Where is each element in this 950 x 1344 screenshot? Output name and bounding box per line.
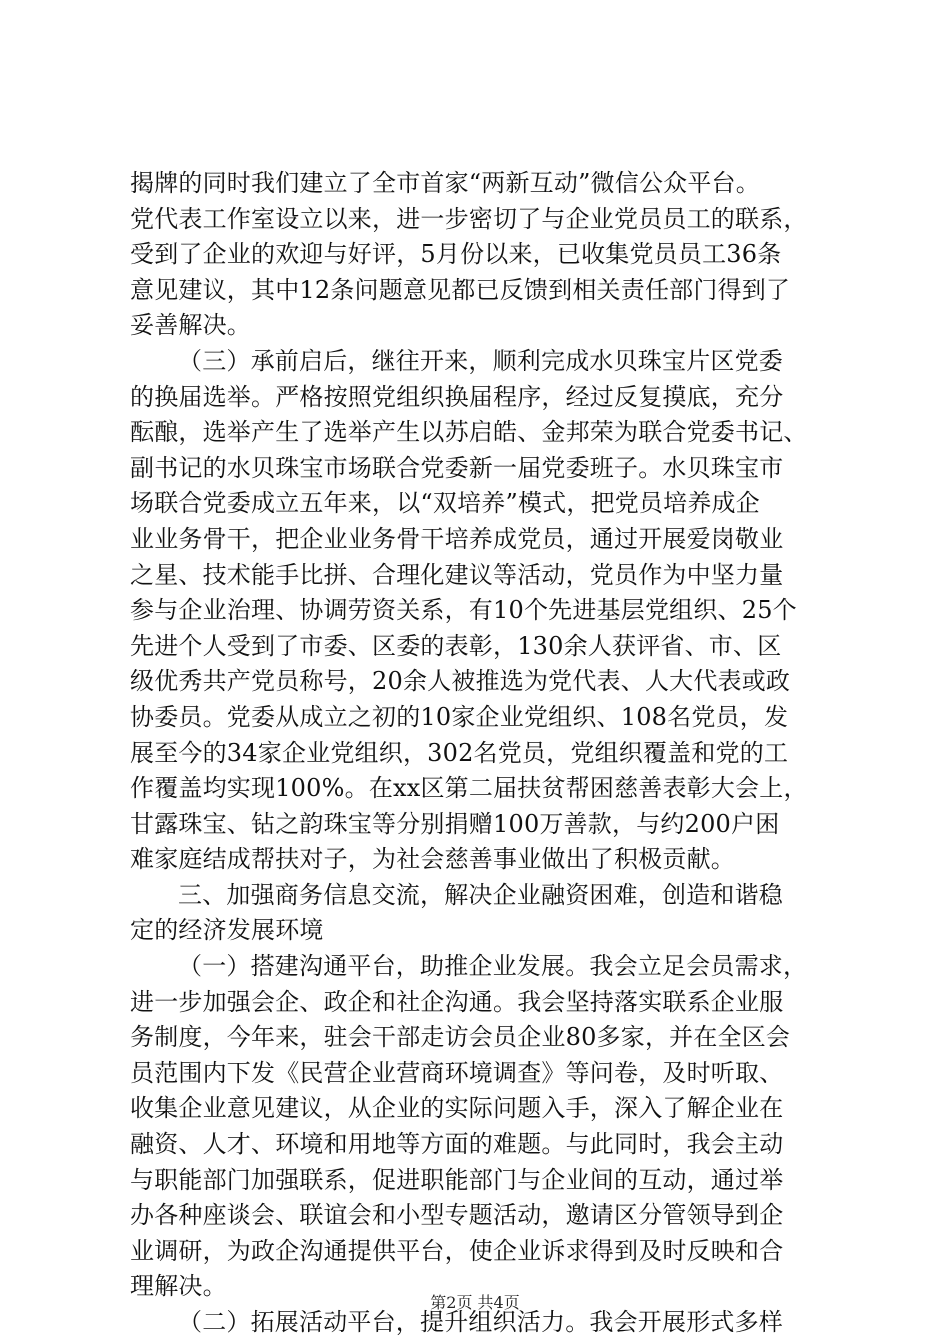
text-line: 办各种座谈会、联谊会和小型专题活动，邀请区分管领导到企 bbox=[130, 1201, 784, 1230]
text-line: 之星、技术能手比拼、合理化建议等活动，党员作为中坚力量 bbox=[130, 560, 784, 589]
page-number-footer: 第2页 共4页 bbox=[430, 1293, 520, 1312]
text-line: 级优秀共产党员称号，20余人被推选为党代表、人大代表或政 bbox=[130, 667, 791, 696]
text-line: 的换届选举。严格按照党组织换届程序，经过反复摸底，充分 bbox=[130, 382, 784, 411]
text-line: 进一步加强会企、政企和社企沟通。我会坚持落实联系企业服 bbox=[130, 987, 784, 1016]
text-line: 揭牌的同时我们建立了全市首家“两新互动”微信公众平台。 bbox=[130, 169, 760, 197]
text-line: 受到了企业的欢迎与好评，5月份以来，已收集党员员工36条 bbox=[130, 240, 782, 269]
text-line: 融资、人才、环境和用地等方面的难题。与此同时，我会主动 bbox=[130, 1130, 784, 1159]
text-line: 收集企业意见建议，从企业的实际问题入手，深入了解企业在 bbox=[130, 1094, 784, 1123]
paragraph-start-line: （三）承前启后，继往开来，顺利完成水贝珠宝片区党委 bbox=[178, 346, 783, 375]
text-line: 酝酿，选举产生了选举产生以苏启皓、金邦荣为联合党委书记、 bbox=[130, 418, 808, 447]
text-line: 党代表工作室设立以来，进一步密切了与企业党员员工的联系， bbox=[130, 204, 808, 233]
document-body bbox=[130, 166, 840, 1341]
text-line: 意见建议，其中12条问题意见都已反馈到相关责任部门得到了 bbox=[130, 275, 791, 304]
text-line: 协委员。党委从成立之初的10家企业党组织、108名党员，发 bbox=[130, 702, 789, 731]
text-line: 场联合党委成立五年来，以“双培养”模式，把党员培养成企 bbox=[130, 489, 760, 518]
text-line: 员范围内下发《民营企业营商环境调查》等问卷，及时听取、 bbox=[130, 1058, 784, 1087]
section-heading-line: 定的经济发展环境 bbox=[130, 916, 324, 945]
text-line: 理解决。 bbox=[130, 1272, 227, 1301]
text-line: 参与企业治理、协调劳资关系，有10个先进基层党组织、25个 bbox=[130, 596, 797, 625]
text-line: 难家庭结成帮扶对子，为社会慈善事业做出了积极贡献。 bbox=[130, 845, 735, 874]
text-line: 业业务骨干，把企业业务骨干培养成党员，通过开展爱岗敬业 bbox=[130, 524, 784, 553]
text-line: 与职能部门加强联系，促进职能部门与企业间的互动，通过举 bbox=[130, 1165, 784, 1194]
paragraph-start-line: （一）搭建沟通平台，助推企业发展。我会立足会员需求， bbox=[178, 952, 808, 981]
text-line: 妥善解决。 bbox=[130, 311, 251, 340]
text-line: 务制度，今年来，驻会干部走访会员企业80多家，并在全区会 bbox=[130, 1023, 791, 1052]
text-line: 甘露珠宝、钻之韵珠宝等分别捐赠100万善款，与约200户困 bbox=[130, 809, 780, 838]
text-line: 展至今的34家企业党组织，302名党员，党组织覆盖和党的工 bbox=[130, 738, 789, 767]
text-line: 业调研，为政企沟通提供平台，使企业诉求得到及时反映和合 bbox=[130, 1236, 784, 1265]
text-line: 先进个人受到了市委、区委的表彰，130余人获评省、市、区 bbox=[130, 631, 782, 660]
text-line: 副书记的水贝珠宝市场联合党委新一届党委班子。水贝珠宝市 bbox=[130, 453, 784, 482]
paragraph-start-line: （二）拓展活动平台，提升组织活力。我会开展形式多样 bbox=[178, 1308, 783, 1336]
text-line: 作覆盖均实现100%。在xx区第二届扶贫帮困慈善表彰大会上， bbox=[130, 774, 808, 803]
section-heading-line: 三、加强商务信息交流，解决企业融资困难，创造和谐稳 bbox=[178, 880, 783, 909]
